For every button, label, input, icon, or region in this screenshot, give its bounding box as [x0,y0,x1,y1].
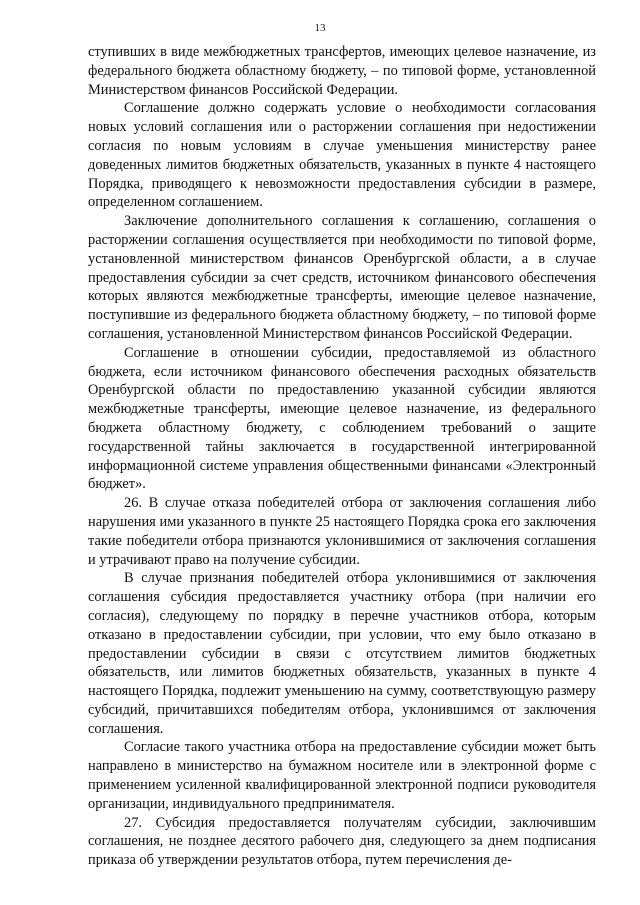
paragraph-agreement-conditions: Соглашение должно содержать условие о необходимости согласования новых условий соглашения или о расторжении соглашения при недостижении согласия по новым условиям в случае уменьшения министерству ранее доведенных лимитов бюджетных обязательств, указанных в пункте 4 настоящего Порядка, приводящего к невозможности предоставления субсидии в размере, определенном соглашением. [88,100,596,211]
page-number: 13 [314,22,326,34]
paragraph-electronic-budget: Соглашение в отношении субсидии, предоставляемой из областного бюджета, если источником финансового обеспечения расходных обязательств Оренбургской области по предоставлению указанной субсидии являются межбюджетные трансферты, имеющие целевое назначение, из федерального бюджета областному бюджету, с соблюдением требований о защите государственной тайны заключается в государственной интегрированной информационной системе управления общественными финансами «Электронный бюджет». [88,344,596,493]
paragraph-continuation: ступивших в виде межбюджетных трансфертов, имеющих целевое назначение, из федерального бюджета областному бюджету, – по типовой форме, установленной Министерством финансов Российской Федерации. [88,44,596,98]
paragraph-consent: Согласие такого участника отбора на предоставление субсидии может быть направлено в министерство на бумажном носителе или в электронной форме с применением усиленной квалифицированной электронной подписи руководителя организации, индивидуального предпринимателя. [88,739,596,812]
paragraph-evasion: В случае признания победителей отбора уклонившимися от заключения соглашения субсидия предоставляется участнику отбора (при наличии его согласия), следующему по порядку в перечне участников отбора, которым отказано в предоставлении субсидии, при условии, что ему было отказано в предоставлении субсидии в связи с отсутствием лимитов бюджетных обязательств, или лимитов бюджетных обязательств, указанных в пункте 4 настоящего Порядка, подлежит уменьшению на сумму, соответствующую размеру субсидий, причитавшихся победителям отбора, уклонившимся от заключения соглашения. [88,570,596,737]
document-body [88,43,596,870]
paragraph-additional-agreement: Заключение дополнительного соглашения к соглашению, соглашения о расторжении соглашения осуществляется при необходимости по типовой форме, установленной министерством финансов Оренбургской области, а в случае предоставления субсидии за счет средств, источником финансового обеспечения которых являются межбюджетные трансферты, имеющие целевое назначение, поступившие из федерального бюджета областному бюджету, – по типовой форме соглашения, установленной Министерством финансов Российской Федерации. [88,213,596,342]
paragraph-clause-26: 26. В случае отказа победителей отбора от заключения соглашения либо нарушения ими указанного в пункте 25 настоящего Порядка срока его заключения такие победители отбора признаются уклонившимися от заключения соглашения и утрачивают право на получение субсидии. [88,495,596,568]
paragraph-clause-27: 27. Субсидия предоставляется получателям субсидии, заключившим соглашения, не позднее десятого рабочего дня, следующего за днем подписания приказа об утверждении результатов отбора, путем перечисления де- [88,814,596,869]
